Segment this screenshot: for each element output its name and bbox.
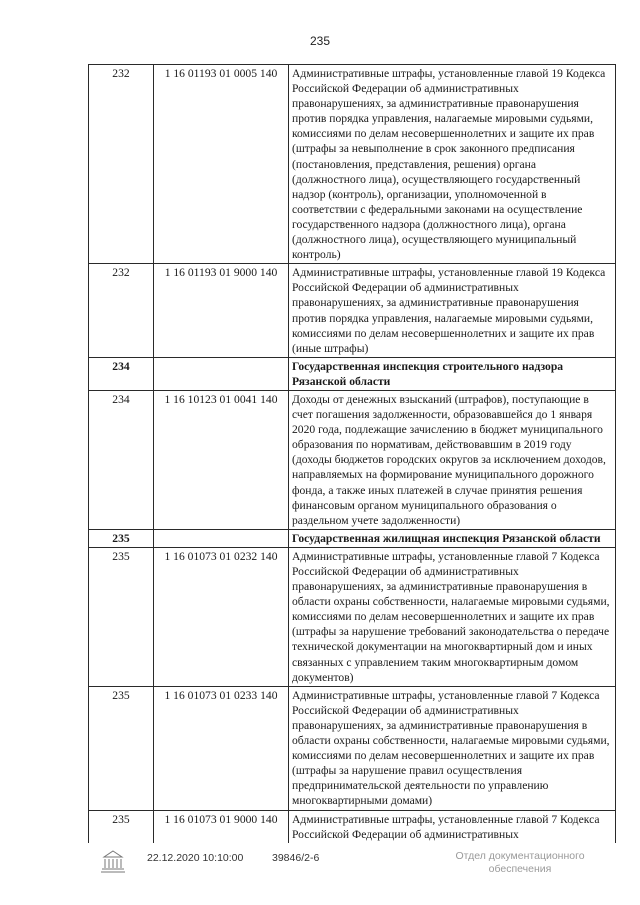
table-row	[89, 547, 616, 686]
department-line: Отдел документационного	[455, 850, 585, 862]
revenue-code-cell	[154, 529, 289, 547]
department-line: обеспечения	[488, 863, 552, 875]
admin-code-cell: 232	[89, 65, 154, 264]
footer-department-stamp	[440, 850, 600, 876]
admin-code-cell: 235	[89, 686, 154, 810]
revenue-code-cell: 1 16 01073 01 0232 140	[154, 547, 289, 686]
table-row	[89, 390, 616, 529]
admin-code-cell: 232	[89, 264, 154, 358]
revenue-name-cell: Административные штрафы, установленные главой 7 Кодекса Российской Федерации об административных правонарушениях, за административные правонарушения в области охраны собственности, налагаемые мировыми судьями, комиссиями по делам несовершеннолетних и защите их прав (штрафы за нарушение правил осуществления предпринимательской деятельности по управлению многоквартирными домами)	[289, 686, 616, 810]
footer-document-number: 39846/2-6	[272, 852, 320, 864]
footer-datetime: 22.12.2020 10:10:00	[147, 852, 244, 864]
revenue-name-cell: Административные штрафы, установленные главой 7 Кодекса Российской Федерации об административных	[289, 810, 616, 843]
revenue-code-cell: 1 16 10123 01 0041 140	[154, 390, 289, 529]
admin-code-cell: 235	[89, 529, 154, 547]
table-row-continued	[89, 810, 616, 843]
page-number: 235	[309, 34, 331, 48]
table-row	[89, 686, 616, 810]
admin-code-cell: 235	[89, 547, 154, 686]
revenue-code-cell	[154, 357, 289, 390]
revenue-name-cell: Административные штрафы, установленные главой 19 Кодекса Российской Федерации об административных правонарушениях, за административные правонарушения против порядка управления, налагаемые мировыми судьями, комиссиями по делам несовершеннолетних и защите их прав (штрафы за невыполнение в срок законного предписания (постановления, представления, решения) органа (должностного лица), осуществляющего государственный надзор (контроль), организации, уполномоченной в соответствии с федеральными законами на осуществление государственного надзора (должностного лица), органа (должностного лица), осуществляющего муниципальный контроль)	[289, 65, 616, 264]
revenue-code-cell: 1 16 01193 01 0005 140	[154, 65, 289, 264]
admin-code-cell: 234	[89, 390, 154, 529]
table-row	[89, 65, 616, 264]
revenue-name-cell: Административные штрафы, установленные главой 19 Кодекса Российской Федерации об административных правонарушениях, за административные правонарушения против порядка управления, налагаемые мировыми судьями, комиссиями по делам несовершеннолетних и защите их прав (иные штрафы)	[289, 264, 616, 358]
admin-code-cell: 234	[89, 357, 154, 390]
revenue-code-cell: 1 16 01193 01 9000 140	[154, 264, 289, 358]
revenue-codes-table	[88, 64, 616, 843]
revenue-code-cell: 1 16 01073 01 0233 140	[154, 686, 289, 810]
revenue-code-cell: 1 16 01073 01 9000 140	[154, 810, 289, 843]
revenue-name-cell: Административные штрафы, установленные главой 7 Кодекса Российской Федерации об административных правонарушениях, за административные правонарушения в области охраны собственности, налагаемые мировыми судьями, комиссиями по делам несовершеннолетних и защите их прав (штрафы за нарушение требований законодательства о передаче технической документации на многоквартирный дом и иных связанных с управлением таким многоквартирным домом документов)	[289, 547, 616, 686]
building-seal-icon	[98, 848, 128, 876]
table-row	[89, 264, 616, 358]
administrator-name-cell: Государственная жилищная инспекция Рязанской области	[289, 529, 616, 547]
administrator-name-cell: Государственная инспекция строительного надзора Рязанской области	[289, 357, 616, 390]
table-row-administrator-header	[89, 357, 616, 390]
admin-code-cell: 235	[89, 810, 154, 843]
table-row-administrator-header	[89, 529, 616, 547]
page-footer	[0, 844, 640, 894]
revenue-name-cell: Доходы от денежных взысканий (штрафов), поступающие в счет погашения задолженности, образовавшейся до 1 января 2020 года, подлежащие зачислению в бюджет муниципального образования по нормативам, действовавшим в 2019 году (доходы бюджетов городских округов за исключением доходов, направляемых на формирование муниципального дорожного фонда, а также иных платежей в случае принятия решения финансовым органом муниципального образования о раздельном учете задолженности)	[289, 390, 616, 529]
